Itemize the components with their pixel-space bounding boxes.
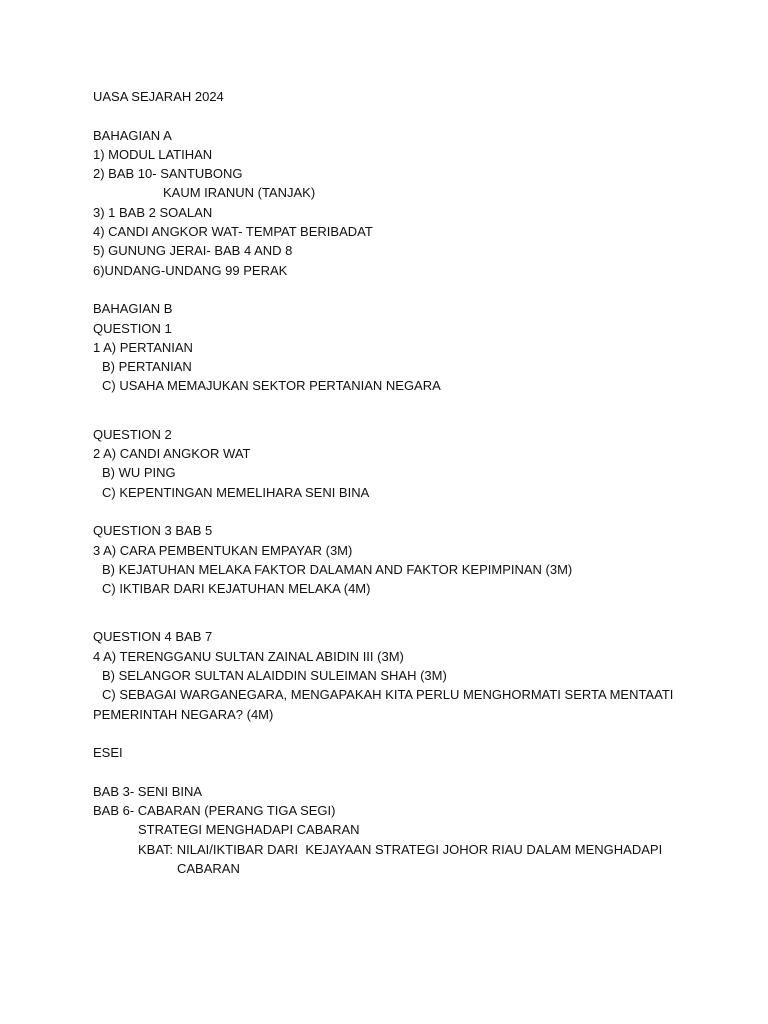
section-heading-esei: ESEI [93,745,123,761]
question-heading: QUESTION 2 [93,426,172,442]
question-line: B) PERTANIAN [102,359,192,375]
question-heading: QUESTION 1 [93,320,172,336]
question-line: 3 A) CARA PEMBENTUKAN EMPAYAR (3M) [93,542,353,558]
esei-line: STRATEGI MENGHADAPI CABARAN [138,822,360,838]
spacer [93,280,733,299]
question-line: PEMERINTAH NEGARA? (4M) [93,706,274,722]
spacer [93,396,733,425]
list-item: 5) GUNUNG JERAI- BAB 4 AND 8 [93,243,293,259]
question-line: B) WU PING [102,465,176,481]
esei-line: CABARAN [177,860,240,876]
spacer [93,598,733,627]
spacer [93,763,733,782]
list-item-sub: KAUM IRANUN (TANJAK) [163,185,316,201]
question-line: C) USAHA MEMAJUKAN SEKTOR PERTANIAN NEGARA [102,378,441,394]
question-heading: QUESTION 3 BAB 5 [93,523,213,539]
esei-line: KBAT: NILAI/IKTIBAR DARI KEJAYAAN STRATEGI JOHOR RIAU DALAM MENGHADAPI [138,841,663,857]
list-item: 1) MODUL LATIHAN [93,146,213,162]
question-line: C) IKTIBAR DARI KEJATUHAN MELAKA (4M) [102,581,371,597]
question-heading: QUESTION 4 BAB 7 [93,629,213,645]
document-title: UASA SEJARAH 2024 [93,89,224,104]
question-line: B) KEJATUHAN MELAKA FAKTOR DALAMAN AND FAKTOR KEPIMPINAN (3M) [102,561,573,577]
question-line: C) KEPENTINGAN MEMELIHARA SENI BINA [102,484,370,500]
list-item: 3) 1 BAB 2 SOALAN [93,204,213,220]
question-line: 4 A) TERENGGANU SULTAN ZAINAL ABIDIN III (3M) [93,648,404,664]
spacer [93,724,733,743]
question-line: 1 A) PERTANIAN [93,339,193,355]
list-item: 4) CANDI ANGKOR WAT- TEMPAT BERIBADAT [93,224,373,240]
document-page [93,87,733,878]
esei-line: BAB 6- CABARAN (PERANG TIGA SEGI) [93,803,336,819]
spacer [93,106,733,125]
question-line: 2 A) CANDI ANGKOR WAT [93,446,251,462]
section-heading-bahagian-a: BAHAGIAN A [93,127,172,143]
list-item: 2) BAB 10- SANTUBONG [93,166,243,182]
question-line: B) SELANGOR SULTAN ALAIDDIN SULEIMAN SHAH (3M) [102,668,447,684]
section-heading-bahagian-b: BAHAGIAN B [93,301,173,317]
list-item: 6)UNDANG-UNDANG 99 PERAK [93,262,288,278]
spacer [93,502,733,521]
question-line: C) SEBAGAI WARGANEGARA, MENGAPAKAH KITA PERLU MENGHORMATI SERTA MENTAATI [102,687,674,703]
esei-line: BAB 3- SENI BINA [93,783,203,799]
